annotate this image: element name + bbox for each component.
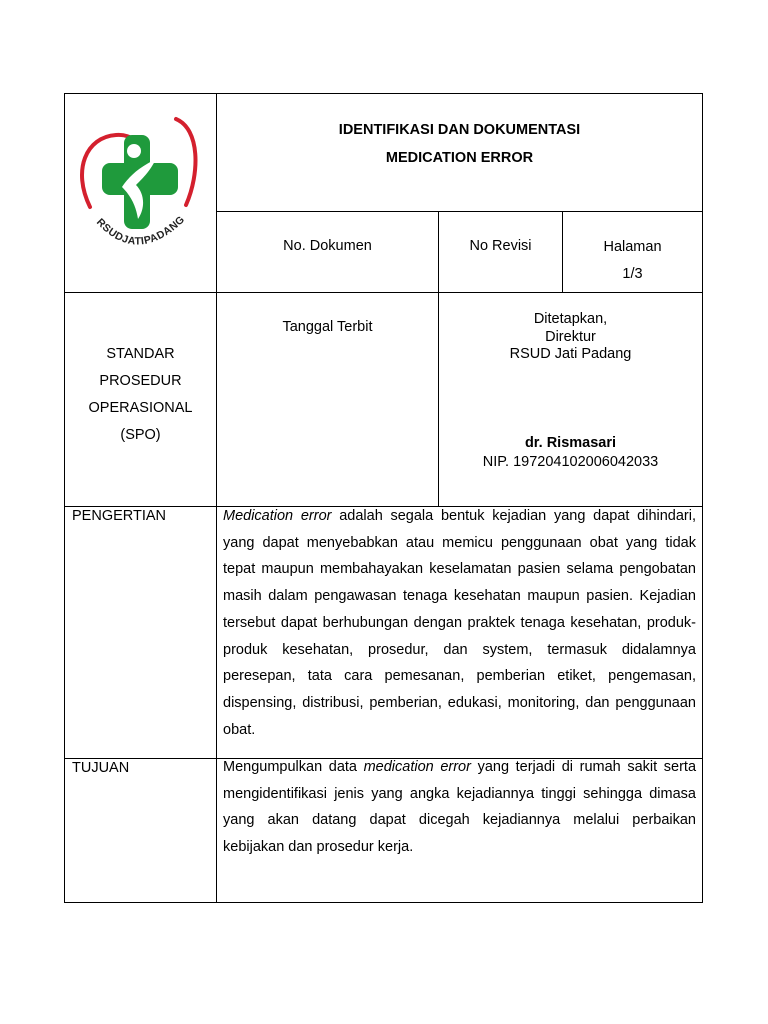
no-revisi-label: No Revisi bbox=[469, 238, 532, 254]
spo-line-2: PROSEDUR bbox=[99, 373, 182, 389]
spo-line-1: STANDAR bbox=[106, 346, 175, 362]
title-line-2: MEDICATION ERROR bbox=[385, 150, 534, 166]
border-bottom bbox=[64, 902, 703, 903]
signature-block bbox=[439, 434, 702, 472]
divider-title bbox=[216, 211, 703, 212]
border-left bbox=[64, 93, 65, 903]
tanggal-terbit-label: Tanggal Terbit bbox=[282, 319, 373, 335]
tujuan-content bbox=[223, 754, 696, 861]
tujuan-term: medication error bbox=[363, 759, 471, 775]
document-title bbox=[217, 116, 702, 172]
signer-name: dr. Rismasari bbox=[524, 435, 617, 451]
tujuan-lead: Mengumpulkan data bbox=[223, 759, 364, 775]
pengertian-body: adalah segala bentuk kejadian yang dapat dihindari, yang dapat menyebabkan atau memicu penggunaan obat yang tidak tepat maupun membahayakan keselamatan pasien selama pengobatan masih dalam pengawasan tenaga kesehatan maupun pasien. Kejadian tersebut dapat berhubungan dengan praktek tenaga kesehatan, produk-produk kesehatan, prosedur, dan system, termasuk didalamnya peresepan, tata cara pemesanan, pemberian etiket, pengemasan, dispensing, distribusi, pemberian, edukasi, monitoring, dan penggunaan obat. bbox=[223, 508, 697, 738]
ditetapkan-block bbox=[439, 311, 702, 364]
hospital-logo bbox=[78, 115, 202, 255]
tujuan-body: yang terjadi di rumah sakit serta mengidentifikasi jenis yang angka kejadiannya tinggi sehingga dimasa yang akan datang dapat dicegah kejadiannya melalui perbaikan kebijakan dan prosedur kerja. bbox=[223, 759, 697, 856]
no-dokumen-label: No. Dokumen bbox=[283, 238, 372, 254]
ditetapkan-text: Ditetapkan, bbox=[533, 311, 608, 327]
tujuan-paragraph bbox=[223, 754, 696, 861]
halaman-value: 1/3 bbox=[622, 266, 643, 282]
signer-nip: NIP. 197204102006042033 bbox=[482, 454, 659, 470]
pengertian-paragraph bbox=[223, 503, 696, 743]
border-top bbox=[64, 93, 703, 94]
spo-line-3: OPERASIONAL bbox=[88, 400, 193, 416]
spo-line-4: (SPO) bbox=[120, 427, 161, 443]
pengertian-content bbox=[223, 503, 696, 743]
divider-header-spo bbox=[64, 292, 703, 293]
direktur-text: Direktur bbox=[545, 328, 596, 345]
title-line-1: IDENTIFIKASI DAN DOKUMENTASI bbox=[338, 122, 581, 138]
logo-text: RSUDJATIPADANG bbox=[93, 213, 188, 248]
halaman-cell bbox=[563, 234, 702, 288]
spo-document bbox=[64, 93, 703, 903]
pengertian-term: Medication error bbox=[223, 508, 332, 524]
spo-label bbox=[65, 341, 216, 449]
logo-heart-cross-icon bbox=[78, 115, 202, 255]
border-right bbox=[702, 93, 703, 903]
divider-left-column bbox=[216, 93, 217, 903]
rsud-text: RSUD Jati Padang bbox=[509, 346, 632, 362]
tujuan-label: TUJUAN bbox=[72, 760, 130, 776]
halaman-label: Halaman bbox=[603, 239, 662, 255]
pengertian-label: PENGERTIAN bbox=[72, 508, 167, 524]
